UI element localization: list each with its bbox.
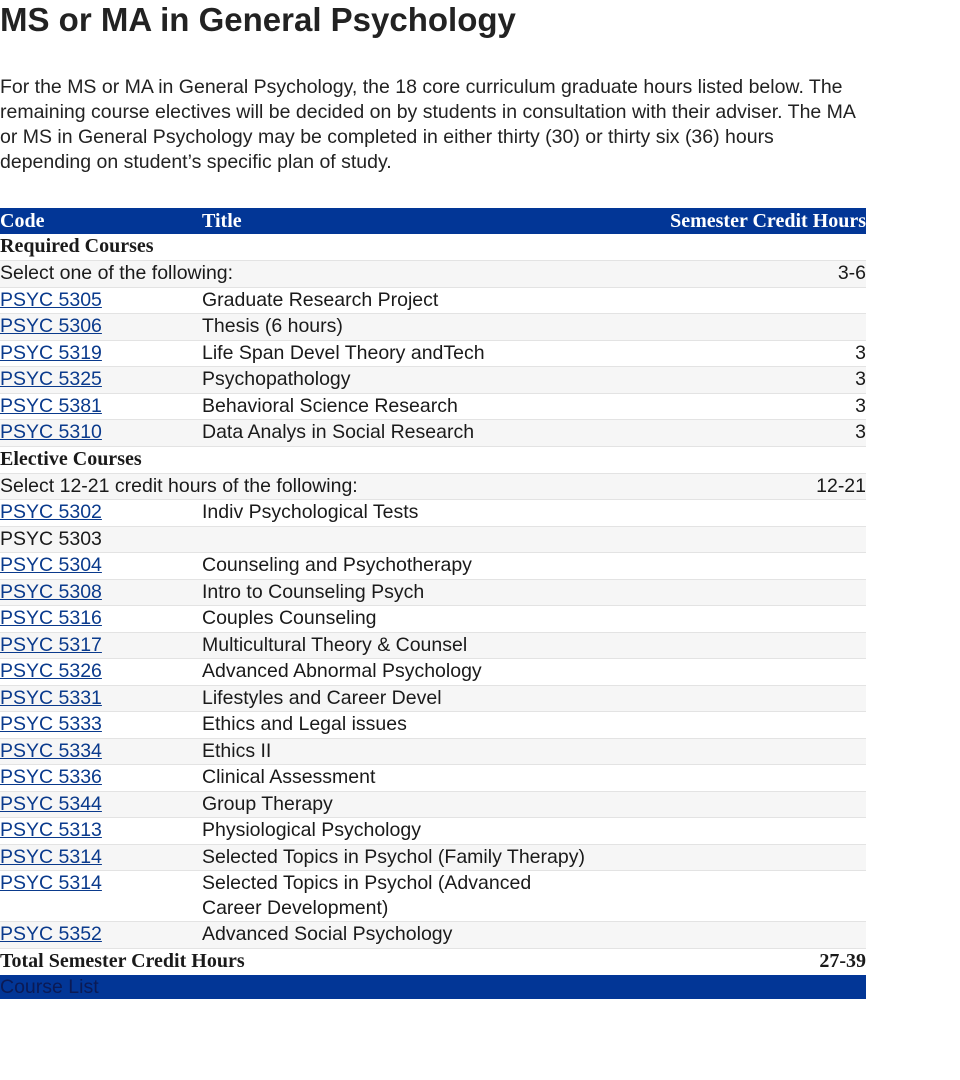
table-row — [0, 685, 866, 712]
course-code-link[interactable]: PSYC 5306 — [0, 315, 102, 337]
course-list-bar: Course List — [0, 975, 866, 999]
course-code-cell — [0, 287, 202, 314]
course-code-link[interactable]: PSYC 5305 — [0, 288, 102, 311]
course-title: Psychopathology — [202, 367, 592, 394]
course-code-link[interactable]: PSYC 5381 — [0, 394, 102, 417]
table-row — [0, 712, 866, 739]
course-code-link[interactable]: PSYC 5313 — [0, 819, 102, 841]
page-title: MS or MA in General Psychology — [0, 1, 516, 38]
course-hours — [592, 712, 866, 739]
course-code-cell — [0, 393, 202, 420]
course-code-cell — [0, 314, 202, 341]
course-code-cell — [0, 818, 202, 845]
course-code-link[interactable]: PSYC 5319 — [0, 341, 102, 364]
course-hours — [592, 632, 866, 659]
section-heading: Required Courses — [0, 234, 866, 261]
course-code-cell — [0, 367, 202, 394]
course-code-cell — [0, 659, 202, 686]
course-code-cell — [0, 632, 202, 659]
course-code-link[interactable]: PSYC 5310 — [0, 421, 102, 443]
course-code-link[interactable]: PSYC 5336 — [0, 766, 102, 788]
course-code-link[interactable]: PSYC 5352 — [0, 923, 102, 945]
table-row — [0, 818, 866, 845]
course-code-link[interactable]: PSYC 5326 — [0, 660, 102, 682]
course-code-cell — [0, 526, 202, 553]
header-hours: Semester Credit Hours — [592, 208, 866, 234]
course-code-link[interactable]: PSYC 5304 — [0, 554, 102, 576]
course-title: Selected Topics in Psychol (Advanced Career Development) — [202, 871, 592, 922]
table-header-row — [0, 208, 866, 234]
course-title: Couples Counseling — [202, 606, 592, 633]
table-row — [0, 659, 866, 686]
course-title: Life Span Devel Theory andTech — [202, 340, 592, 367]
table-row — [0, 393, 866, 420]
course-title: Advanced Abnormal Psychology — [202, 659, 592, 686]
course-title: Multicultural Theory & Counsel — [202, 632, 592, 659]
course-title: Counseling and Psychotherapy — [202, 553, 592, 580]
table-row — [0, 871, 866, 922]
course-title — [202, 526, 592, 553]
table-row — [0, 922, 866, 949]
table-row — [0, 844, 866, 871]
course-hours — [592, 922, 866, 949]
intro-paragraph: For the MS or MA in General Psychology, the 18 core curriculum graduate hours listed below. The remaining course electives will be decided on by students in consultation with their adviser. The MA or MS in General Psychology may be completed in either thirty (30) or thirty six (36) hours depending on student’s specific plan of study. — [0, 76, 855, 173]
course-hours — [592, 659, 866, 686]
course-hours — [592, 606, 866, 633]
section-heading-row — [0, 446, 866, 473]
table-row — [0, 420, 866, 447]
course-hours — [592, 579, 866, 606]
table-row — [0, 526, 866, 553]
course-code-link[interactable]: PSYC 5317 — [0, 633, 102, 656]
table-row — [0, 340, 866, 367]
course-code-link[interactable]: PSYC 5325 — [0, 368, 102, 390]
course-code-link[interactable]: PSYC 5302 — [0, 501, 102, 523]
total-label: Total Semester Credit Hours — [0, 949, 245, 972]
table-row — [0, 632, 866, 659]
course-code-link[interactable]: PSYC 5334 — [0, 739, 102, 762]
total-row — [0, 948, 866, 975]
course-code-link[interactable]: PSYC 5316 — [0, 607, 102, 629]
table-row — [0, 738, 866, 765]
course-hours — [592, 844, 866, 871]
course-title: Advanced Social Psychology — [202, 922, 592, 949]
course-title: Behavioral Science Research — [202, 393, 592, 420]
header-title: Title — [202, 208, 592, 234]
course-code: PSYC 5303 — [0, 527, 102, 550]
section-heading-row — [0, 234, 866, 261]
course-code-link[interactable]: PSYC 5314 — [0, 872, 102, 894]
course-code-cell — [0, 606, 202, 633]
course-code-cell — [0, 553, 202, 580]
course-code-cell — [0, 579, 202, 606]
course-code-link[interactable]: PSYC 5308 — [0, 580, 102, 603]
course-hours — [592, 526, 866, 553]
course-code-cell — [0, 922, 202, 949]
select-instruction: Select one of the following: — [0, 261, 592, 288]
course-code-cell — [0, 420, 202, 447]
total-hours: 27-39 — [819, 949, 866, 972]
course-title: Thesis (6 hours) — [202, 314, 592, 341]
section-heading: Elective Courses — [0, 446, 866, 473]
course-hours — [592, 287, 866, 314]
table-row — [0, 314, 866, 341]
course-title: Lifestyles and Career Devel — [202, 685, 592, 712]
select-instruction: Select 12-21 credit hours of the following: — [0, 473, 592, 500]
header-code: Code — [0, 208, 202, 234]
table-row — [0, 553, 866, 580]
table-row — [0, 791, 866, 818]
course-code-cell — [0, 844, 202, 871]
course-title: Ethics II — [202, 738, 592, 765]
course-hours: 3 — [592, 420, 866, 447]
select-instruction-row — [0, 473, 866, 500]
course-hours — [592, 738, 866, 765]
course-title: Intro to Counseling Psych — [202, 579, 592, 606]
course-code-cell — [0, 500, 202, 527]
table-body — [0, 234, 866, 975]
course-code-cell — [0, 765, 202, 792]
course-code-cell — [0, 340, 202, 367]
course-hours: 3 — [592, 367, 866, 394]
course-title: Clinical Assessment — [202, 765, 592, 792]
table-row — [0, 765, 866, 792]
course-title: Ethics and Legal issues — [202, 712, 592, 739]
course-title: Selected Topics in Psychol (Family Therapy) — [202, 844, 592, 871]
course-code-cell — [0, 738, 202, 765]
course-code-cell — [0, 791, 202, 818]
course-hours: 3 — [592, 340, 866, 367]
course-code-cell — [0, 712, 202, 739]
select-instruction-row — [0, 261, 866, 288]
course-hours — [592, 818, 866, 845]
course-title: Physiological Psychology — [202, 818, 592, 845]
course-hours — [592, 871, 866, 922]
course-code-link[interactable]: PSYC 5344 — [0, 792, 102, 815]
course-hours — [592, 791, 866, 818]
course-hours — [592, 685, 866, 712]
course-hours — [592, 765, 866, 792]
course-code-cell — [0, 871, 202, 922]
course-hours — [592, 500, 866, 527]
select-hours: 12-21 — [592, 473, 866, 500]
table-row — [0, 287, 866, 314]
course-hours — [592, 553, 866, 580]
course-hours: 3 — [592, 393, 866, 420]
course-table — [0, 208, 866, 975]
course-title: Group Therapy — [202, 791, 592, 818]
course-code-link[interactable]: PSYC 5333 — [0, 713, 102, 735]
course-code-link[interactable]: PSYC 5314 — [0, 845, 102, 868]
course-title: Graduate Research Project — [202, 287, 592, 314]
course-code-cell — [0, 685, 202, 712]
table-row — [0, 367, 866, 394]
course-title: Data Analys in Social Research — [202, 420, 592, 447]
course-title: Indiv Psychological Tests — [202, 500, 592, 527]
course-code-link[interactable]: PSYC 5331 — [0, 686, 102, 709]
course-hours — [592, 314, 866, 341]
table-row — [0, 606, 866, 633]
table-row — [0, 579, 866, 606]
select-hours: 3-6 — [592, 261, 866, 288]
table-row — [0, 500, 866, 527]
